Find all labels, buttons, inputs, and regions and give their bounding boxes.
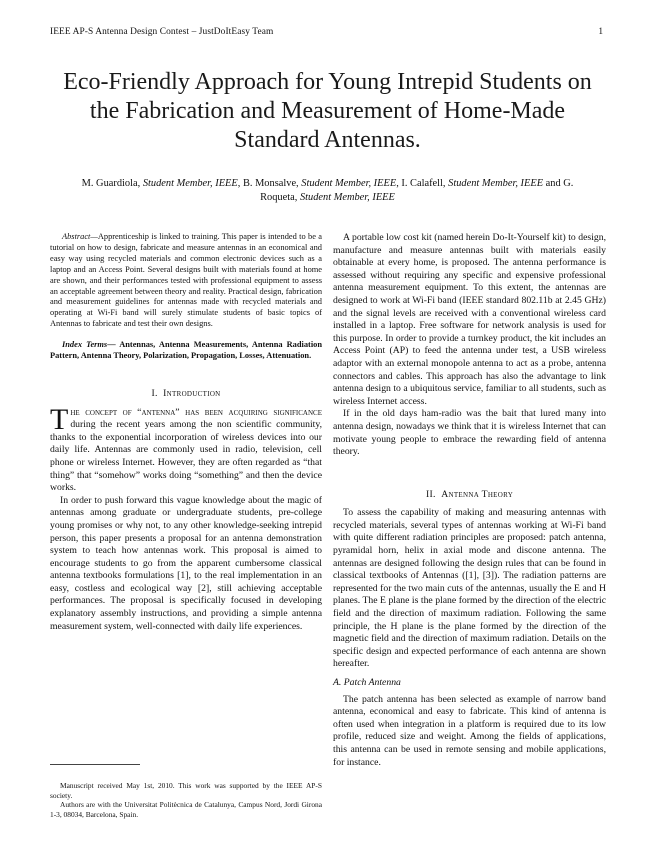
section-title: Antenna Theory [441, 488, 514, 500]
index-terms-text: — Antennas, Antenna Measurements, Antenna Radiation Pattern, Antenna Theory, Polarization, Propagation, Losses, Attenuation. [50, 340, 323, 361]
index-terms [50, 340, 322, 362]
intro-paragraph-1 [50, 402, 322, 495]
footnote-manuscript: Manuscript received May 1st, 2010. This work was supported by the IEEE AP-S society. [50, 781, 322, 800]
intro-first-words: he concept of “antenna” has been acquiring significance [70, 406, 322, 418]
intro-paragraph-3: A portable low cost kit (named herein Do-It-Yourself kit) to design, manufacture and measure antennas built with materials easily obtainable at every home, is proposed. The antenna performance is assessed without requiring any specific and expensive professional antenna measurement equipment. To this extent, the antennas are designed to work at Wi-Fi band (IEEE standard 802.11b at 2.45 GHz) and the signal levels are received with a conventional wireless card installed in a laptop. Free software for network analysis is used for this purpose. In order to provide a turnkey product, the kit includes an Access Point (AP) to feed the antenna under test, a USB wireless adaptor with an external monopole antenna to act as a probe, antenna connectors and cables. This approach has also the advantage to link antenna design to a ubiquitous service, familiar to all students, such as wireless Internet access. [333, 232, 606, 407]
theory-paragraph-1: To assess the capability of making and measuring antennas with recycled materials, several types of antennas working at Wi-Fi band with quite different radiation principles are proposed: patch antenna, pyramidal horn, helix in axial mode and discone antenna. The antennas are designed following the design rules that can be found in classical textbooks of Antennas ([1], [3]). The radiation patterns are represented for the two main cuts of the antennas, usually the E and H planes. The E plane is the plane formed by the direction of the electric field and the direction of maximum radiation. Following the same principle, the H plane is the plane formed by the direction of the magnetic field and the direction of maximum radiation. Details on the specific design and expected performance of each antenna are shown hereafter. [333, 507, 606, 670]
theory-paragraph-2: The patch antenna has been selected as example of narrow band antenna, economical and easy to fabricate. This kind of antenna is often used when integration in a platform is required due to its low profile, reduced size and weight. Among the fields of applications, this antenna can be used in remote sensing and mobile applications, for instance. [333, 693, 606, 768]
footnote-rule [50, 764, 140, 765]
index-terms-label: Index Terms [62, 340, 108, 350]
section-number: II. [425, 488, 436, 500]
intro-paragraph-4: If in the old days ham-radio was the bait that lured many into antenna design, nowadays we think that it is wireless Internet that can motivate young people to embrace the rewarding field of antenna theory. [333, 408, 606, 458]
footnotes [50, 781, 322, 819]
author-role: Student Member, IEEE [142, 178, 238, 189]
page-number: 1 [598, 27, 603, 37]
section-title: Introduction [163, 387, 221, 399]
author-role: Student Member, IEEE [448, 178, 544, 189]
abstract [50, 232, 322, 330]
author-name: M. Guardiola, [81, 178, 143, 189]
footnote-affiliation: Authors are with the Universitat Politècnica de Catalunya, Campus Nord, Jordi Girona 1-3, 08034, Barcelona, Spain. [50, 800, 322, 819]
section-number: I. [151, 387, 158, 399]
paper-title: Eco-Friendly Approach for Young Intrepid Students on the Fabrication and Measurement of Home-Made Standard Antennas. [63, 69, 592, 153]
subsection-heading-patch-antenna: A. Patch Antenna [333, 677, 401, 688]
intro-paragraph-1-text: during the recent years among the non scientific community, thanks to the exponential incorporation of wireless devices into our daily life. Antennas are commonly used in radio, television, cell phone or wireless Internet. However, they are often regarded as “that thing” that “somehow” works doing “something” and then the device works. [50, 419, 322, 494]
author-role: Student Member, IEEE [299, 192, 395, 203]
author-name: , I. Calafell, [396, 178, 449, 189]
author-name: and G. Roqueta, [260, 178, 574, 203]
right-column [333, 232, 606, 769]
abstract-text: Apprenticeship is linked to training. This paper is intended to be a tutorial on how to design, fabricate and measure antennas in an economical and easy way using recycled materials and common electronic devices such as a laptop and an Access Point. Several designs built with materials found at home are shown, and their performances tested with professional equipment to assess an acceptable agreement between theory and reality. Practical design, fabrication and measurement guidelines for antennas made with recycled materials and operating at Wi-Fi band will surely stimulate students of basic topics of Antennas to fabricate and test their own designs. [50, 232, 322, 329]
author-name: , B. Monsalve, [237, 178, 302, 189]
author-role: Student Member, IEEE [301, 178, 397, 189]
abstract-label: Abstract— [62, 232, 98, 241]
left-column [50, 232, 322, 633]
drop-cap: T [50, 402, 69, 436]
author-list [70, 177, 585, 205]
section-heading-antenna-theory [333, 489, 606, 502]
running-header: IEEE AP-S Antenna Design Contest – JustDoItEasy Team [50, 27, 274, 37]
intro-paragraph-2: In order to push forward this vague knowledge about the magic of antennas among graduate or undergraduate students, pre-college young promises or why not, to any other knowledge-seeking intrepid person, this paper presents a proposal for an antenna demonstration system to teach how antennas work. This proposal is aimed to encourage students to go from the apparent cumbersome classical antenna textbooks formulations [1], to the real implementation in an easy, costless and ecological way [2], still achieving acceptable performances. The proposal is specifically focused in developing explanatory assembly instructions, and providing a simple antenna measurement system, well-connected with daily life experiences. [50, 494, 322, 632]
section-heading-introduction [50, 388, 322, 401]
